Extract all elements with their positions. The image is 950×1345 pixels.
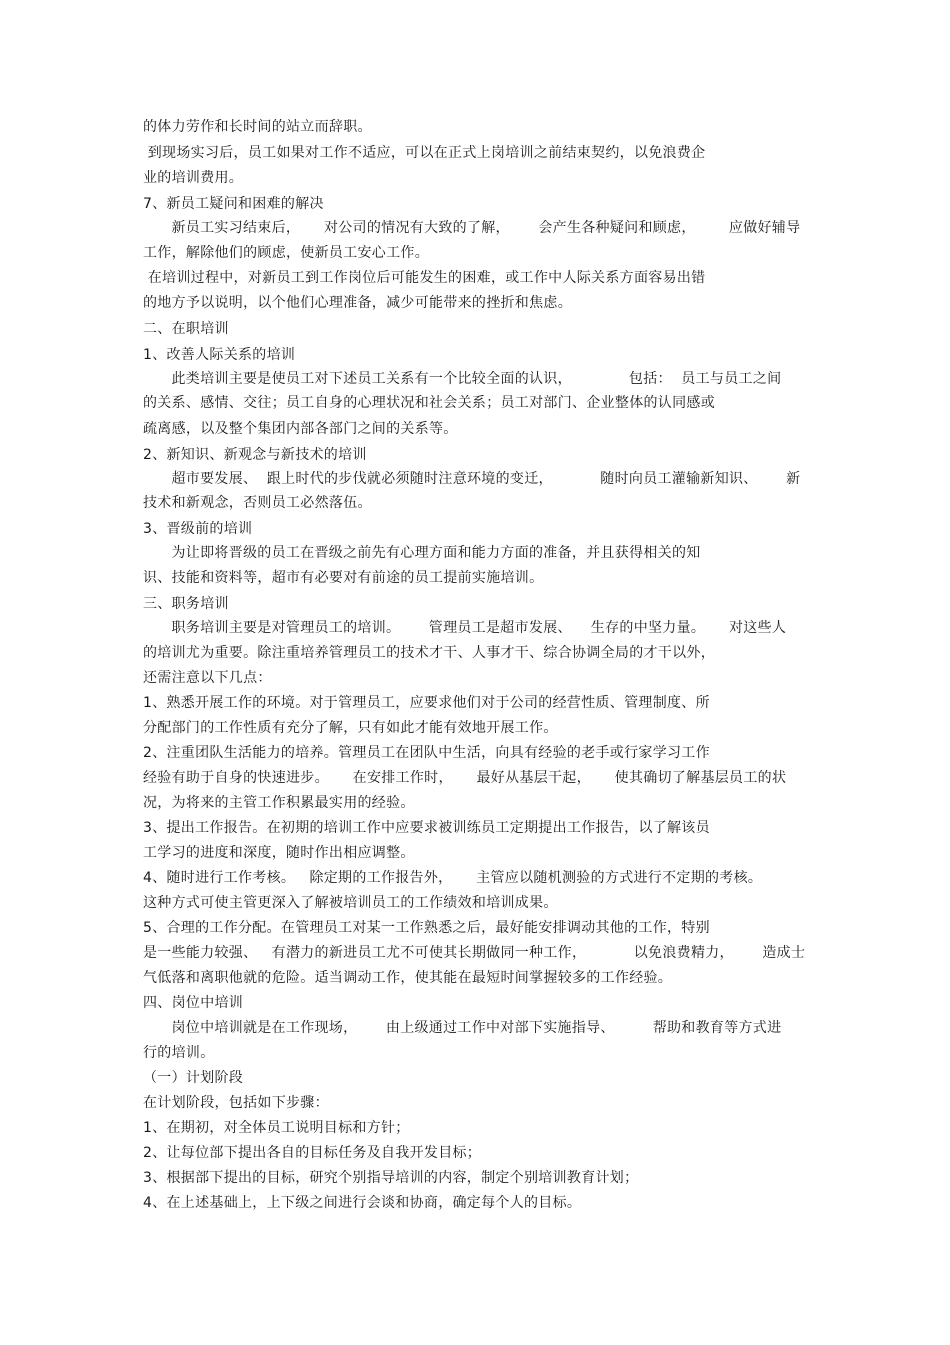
text-line: 2、新知识、新观念与新技术的培训 [143,447,367,463]
text-line: 2、注重团队生活能力的培养。管理员工在团队中生活，向具有经验的老手或行家学习工作 [143,745,710,761]
text-line: 是一些能力较强、 有潜力的新进员工尤不可使其长期做同一种工作， 以免浪费精力， 造成士 [143,945,806,961]
text-line: 在计划阶段，包括如下步骤： [143,1095,329,1111]
text-line: 1、改善人际关系的培训 [143,347,296,363]
text-line: 气低落和离职他就的危险。适当调动工作，使其能在最短时间掌握较多的工作经验。 [143,970,673,986]
text-line: 业的培训费用。 [143,170,244,186]
text-line: 新员工实习结束后， 对公司的情况有大致的了解， 会产生各种疑问和顾虑， 应做好辅导 [143,220,801,236]
text-line: 技术和新观念，否则员工必然落伍。 [143,495,372,511]
text-line: 为让即将晋级的员工在晋级之前先有心理方面和能力方面的准备，并且获得相关的知 [143,545,701,561]
text-line: 超市要发展、 跟上时代的步伐就必须随时注意环境的变迁， 随时向员工灌输新知识、 新 [143,471,801,487]
text-line: 还需注意以下几点： [143,670,272,686]
text-line: 分配部门的工作性质有充分了解，只有如此才能有效地开展工作。 [143,720,558,736]
text-line: 3、提出工作报告。在初期的培训工作中应要求被训练员工定期提出工作报告，以了解该员 [143,820,710,836]
text-line: 在培训过程中，对新员工到工作岗位后可能发生的困难，或工作中人际关系方面容易出错 [143,270,706,286]
text-line: 4、随时进行工作考核。 除定期的工作报告外， 主管应以随机测验的方式进行不定期的考核。 [143,870,763,886]
text-line: 5、合理的工作分配。在管理员工对某一工作熟悉之后，最好能安排调动其他的工作，特别 [143,920,710,936]
text-line: 2、让每位部下提出各自的目标任务及自我开发目标； [143,1145,482,1161]
text-line: 职务培训主要是对管理员工的培训。 管理员工是超市发展、 生存的中坚力量。 对这些人 [143,620,787,636]
text-line: 7、新员工疑问和困难的解决 [143,196,324,212]
text-line: 岗位中培训就是在工作现场， 由上级通过工作中对部下实施指导、 帮助和教育等方式进 [143,1020,782,1036]
text-line: 况，为将来的主管工作积累最实用的经验。 [143,795,415,811]
text-line: （一）计划阶段 [143,1070,244,1086]
text-line: 的关系、感情、交往；员工自身的心理状况和社会关系；员工对部门、企业整体的认同感或 [143,395,715,411]
text-line: 二、在职培训 [143,321,229,337]
text-line: 到现场实习后，员工如果对工作不适应，可以在正式上岗培训之前结束契约，以免浪费企 [143,145,706,161]
text-line: 工作，解除他们的顾虑，使新员工安心工作。 [143,245,429,261]
text-line: 疏离感，以及整个集团内部各部门之间的关系等。 [143,421,458,437]
text-line: 的培训尤为重要。除注重培养管理员工的技术才干、人事才干、综合协调全局的才干以外， [143,645,715,661]
text-line: 1、熟悉开展工作的环境。对于管理员工，应要求他们对于公司的经营性质、管理制度、所 [143,695,710,711]
text-line: 三、职务培训 [143,596,229,612]
text-line: 4、在上述基础上，上下级之间进行会谈和协商，确定每个人的目标。 [143,1195,582,1211]
text-line: 1、在期初，对全体员工说明目标和方针； [143,1120,410,1136]
text-line: 的地方予以说明，以个他们心理准备，减少可能带来的挫折和焦虑。 [143,295,572,311]
text-line: 的体力劳作和长时间的站立而辞职。 [143,119,372,135]
text-line: 此类培训主要是使员工对下述员工关系有一个比较全面的认识， 包括： 员工与员工之间 [143,371,782,387]
text-line: 识、技能和资料等，超市有必要对有前途的员工提前实施培训。 [143,570,544,586]
text-line: 工学习的进度和深度，随时作出相应调整。 [143,845,415,861]
text-line: 行的培训。 [143,1045,215,1061]
text-line: 经验有助于自身的快速进步。 在安排工作时， 最好从基层干起， 使其确切了解基层员工的状 [143,770,787,786]
text-line: 四、岗位中培训 [143,995,244,1011]
text-line: 3、晋级前的培训 [143,521,253,537]
text-line: 3、根据部下提出的目标，研究个别指导培训的内容，制定个别培训教育计划； [143,1170,639,1186]
text-line: 这种方式可使主管更深入了解被培训员工的工作绩效和培训成果。 [143,895,558,911]
